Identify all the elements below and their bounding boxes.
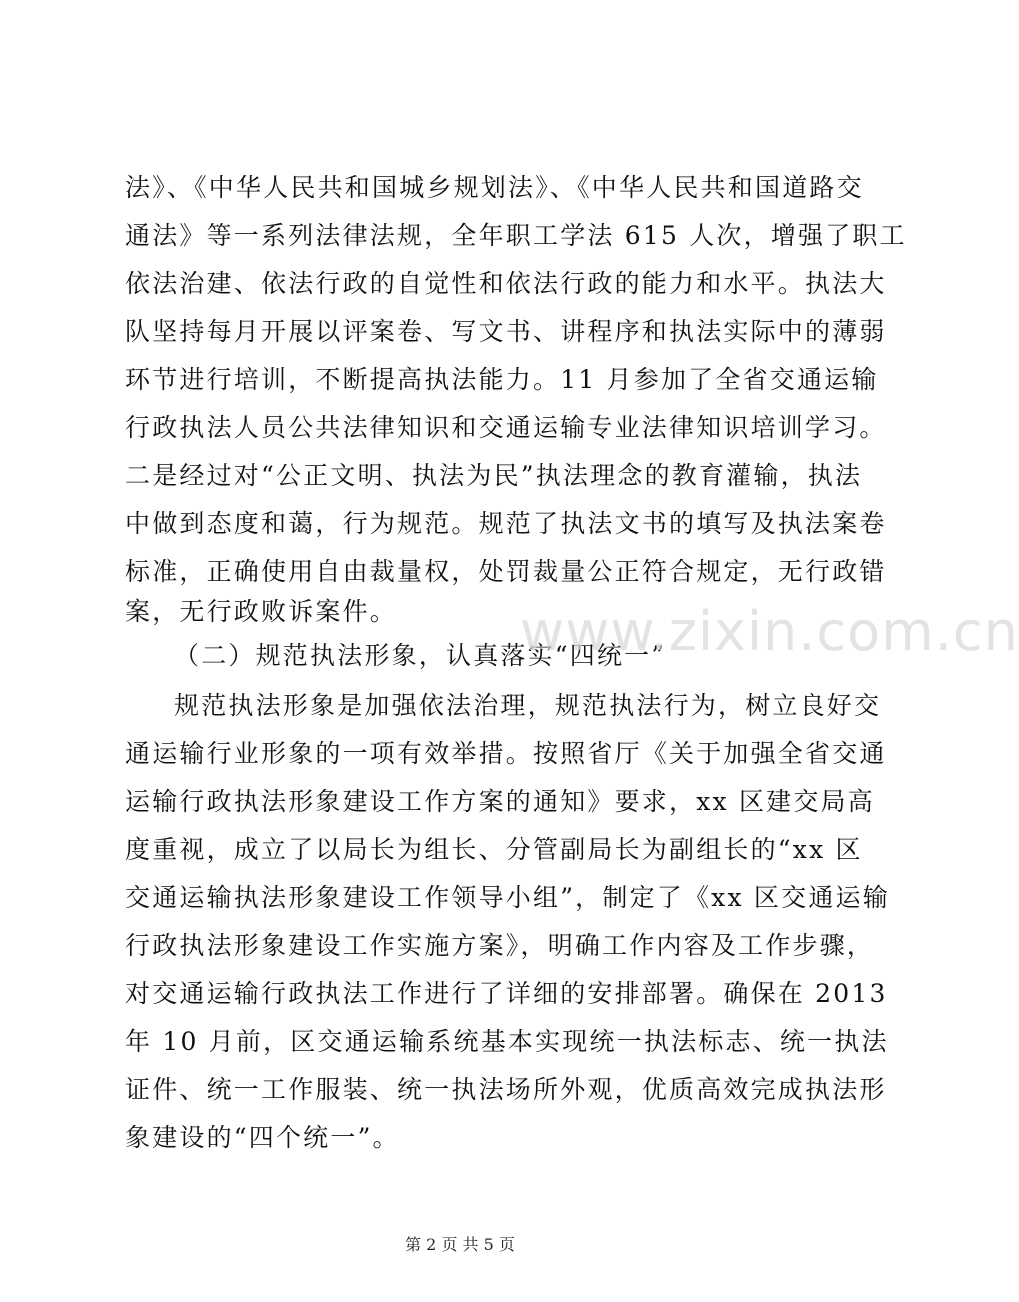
text-line: 法》、《中华人民共和国城乡规划法》、《中华人民共和国道路交 [125, 173, 864, 202]
text-line: 环节进行培训，不断提高执法能力。11 月参加了全省交通运输 [125, 365, 879, 394]
text-line: 中做到态度和蔼，行为规范。规范了执法文书的填写及执法案卷 [125, 509, 887, 538]
text-line: 象建设的“四个统一”。 [125, 1123, 400, 1152]
section-heading: （二）规范执法形象，认真落实“四统一” [174, 641, 667, 670]
text-line: 队坚持每月开展以评案卷、写文书、讲程序和执法实际中的薄弱 [125, 317, 887, 346]
text-line: 案，无行政败诉案件。 [125, 597, 398, 626]
text-line: 行政执法形象建设工作实施方案》，明确工作内容及工作步骤， [125, 931, 875, 960]
watermark: www.zixin.com.cn [520, 600, 1019, 663]
text-line: 对交通运输行政执法工作进行了详细的安排部署。确保在 2013 [125, 979, 888, 1008]
page-number: 第 2 页 共 5 页 [405, 1235, 515, 1254]
text-line: 通法》等一系列法律法规，全年职工学法 615 人次，增强了职工 [125, 221, 907, 250]
text-line: 行政执法人员公共法律知识和交通运输专业法律知识培训学习。 [125, 413, 887, 442]
text-line: 证件、统一工作服装、统一执法场所外观，优质高效完成执法形 [125, 1075, 887, 1104]
text-line: 通运输行业形象的一项有效举措。按照省厅《关于加强全省交通 [125, 739, 887, 768]
paragraph-first-line: 规范执法形象是加强依法治理，规范执法行为，树立良好交 [174, 691, 882, 720]
text-line: 度重视，成立了以局长为组长、分管副局长为副组长的“xx 区 [125, 835, 863, 864]
text-line: 依法治建、依法行政的自觉性和依法行政的能力和水平。执法大 [125, 269, 887, 298]
text-line: 二是经过对“公正文明、执法为民”执法理念的教育灌输，执法 [125, 461, 863, 490]
text-line: 运输行政执法形象建设工作方案的通知》要求，xx 区建交局高 [125, 787, 875, 816]
text-line: 标准，正确使用自由裁量权，处罚裁量公正符合规定，无行政错 [125, 557, 887, 586]
text-line: 交通运输执法形象建设工作领导小组”，制定了《xx 区交通运输 [125, 883, 890, 912]
text-line: 年 10 月前，区交通运输系统基本实现统一执法标志、统一执法 [125, 1027, 889, 1056]
